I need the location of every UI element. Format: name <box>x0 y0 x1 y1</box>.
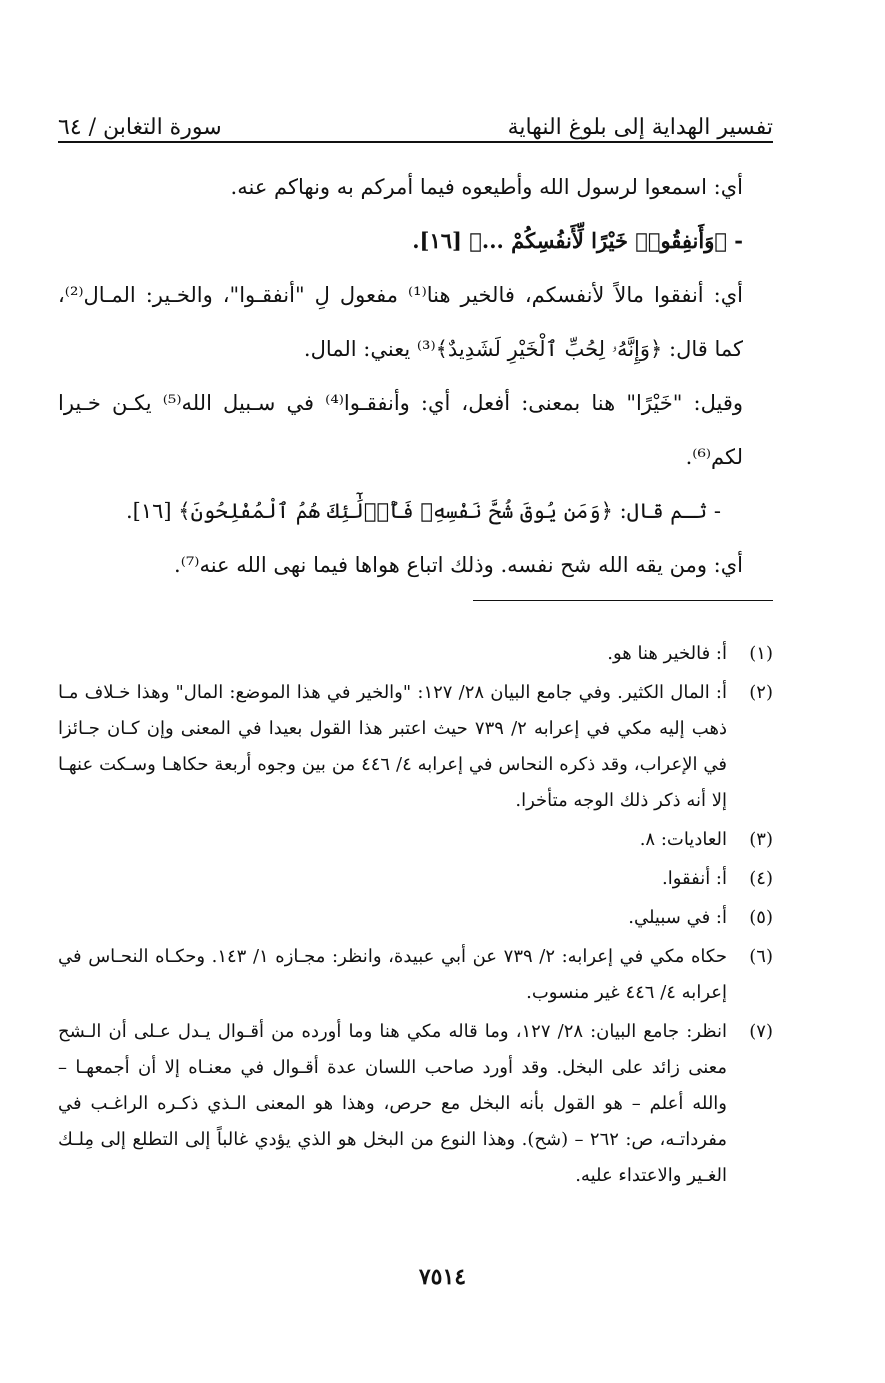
main-text <box>58 160 773 592</box>
footnote-text: أ: في سبيلي. <box>628 907 727 928</box>
footnote-text: أ: فالخير هنا هو. <box>607 643 727 664</box>
header-divider <box>58 141 773 143</box>
footnote-number: (٦) <box>749 946 773 967</box>
footnote-text: حكاه مكي في إعرابه: ٢/ ٧٣٩ عن أبي عبيدة، وانظر: مجـازه ١/ ١٤٣. وحكـاه النحـاس في إعرابه ٤/ ٤٤٦ غير منسوب. <box>58 946 727 1003</box>
book-title: تفسير الهداية إلى بلوغ النهاية <box>507 115 773 140</box>
footnote-number: (٥) <box>749 907 773 928</box>
footnote-text: العاديات: ٨. <box>639 829 727 850</box>
footnote-text: أ: المال الكثير. وفي جامع البيان ٢٨/ ١٢٧: "والخير في هذا الموضع: المال" وهذا خـلاف مـا ذهب إليه مكي في إعرابه ٢/ ٧٣٩ حيث اعتبر هذا القول بعيدا في المعنى وإن كـان جـائزا في الإعراب، وقد ذكره النحاس في إعرابه ٤/ ٤٤٦ من بين وجوه أربعة حكاهـا وسـكت عنهـا إلا أنه ذكر ذلك الوجه متأخرا. <box>58 682 727 811</box>
paragraph-1: أي: اسمعوا لرسول الله وأطيعوه فيما أمركم به ونهاكم عنه. <box>230 175 743 199</box>
footnote-text: انظر: جامع البيان: ٢٨/ ١٢٧، وما قاله مكي هنا وما أورده من أقـوال يـدل عـلى أن الـشح معنى زائد على البخل. وقد أورد صاحب اللسان عدة أقـوال في معنـاه إلا أن أجمعهـا – والله أعلم – هو القول بأنه البخل مع حرص، وهذا هو المعنى الـذي ذكـره الراغـب في مفرداتـه، ص: ٢٦٢ – (شح). وهذا النوع من البخل هو الذي يؤدي غالباً إلى التطلع إلى مِلـك الغـير والاعتداء عليه. <box>58 1021 728 1186</box>
footnote-item <box>58 822 773 858</box>
surah-title: سورة التغابن / ٦٤ <box>58 115 222 140</box>
paragraph-4: أي: ومن يقه الله شح نفسه. وذلك اتباع هواها فيما نهى الله عنه⁽⁷⁾. <box>174 553 743 577</box>
footnote-number: (٤) <box>749 868 773 889</box>
verse-quote-1: - ﴿وَأَنفِقُوا۟ خَيْرًا لِّأَنفُسِكُمْ ...﴾ [١٦]. <box>412 228 743 253</box>
footnote-number: (٧) <box>749 1021 773 1042</box>
footnote-number: (١) <box>749 643 773 664</box>
footnote-item <box>58 675 773 819</box>
paragraph-3: وقيل: "خَيْرًا" هنا بمعنى: أفعل، أي: وأنفقـوا⁽⁴⁾ في سـبيل الله⁽⁵⁾ يكـن خـيرا لكم⁽⁶⁾. <box>58 391 743 469</box>
footnote-divider <box>473 600 773 601</box>
footnote-item <box>58 900 773 936</box>
footnote-item <box>58 636 773 672</box>
footnote-number: (٢) <box>749 682 773 703</box>
footnotes <box>58 636 773 1197</box>
page-number: ٧٥١٤ <box>418 1264 467 1290</box>
paragraph-2: أي: أنفقوا مالاً لأنفسكم، فالخير هنا⁽¹⁾ مفعول لِ "أنفقـوا"، والخـير: المـال⁽²⁾، كما قال: ﴿وَإِنَّهُۥ لِحُبِّ ٱلْخَيْرِ لَشَدِيدٌ﴾⁽³⁾ يعني: المال. <box>58 283 743 361</box>
footnote-item <box>58 861 773 897</box>
running-header <box>58 96 773 140</box>
verse-quote-2: - ثـم قال: ﴿وَمَن يُوقَ شُحَّ نَفْسِهِۦ فَأُو۟لَٰٓئِكَ هُمُ ٱلْمُفْلِحُونَ﴾ [١٦]. <box>125 499 721 523</box>
footnote-item <box>58 1014 773 1194</box>
footnote-number: (٣) <box>749 829 773 850</box>
footnote-item <box>58 939 773 1011</box>
footnote-text: أ: أنفقوا. <box>661 868 727 889</box>
